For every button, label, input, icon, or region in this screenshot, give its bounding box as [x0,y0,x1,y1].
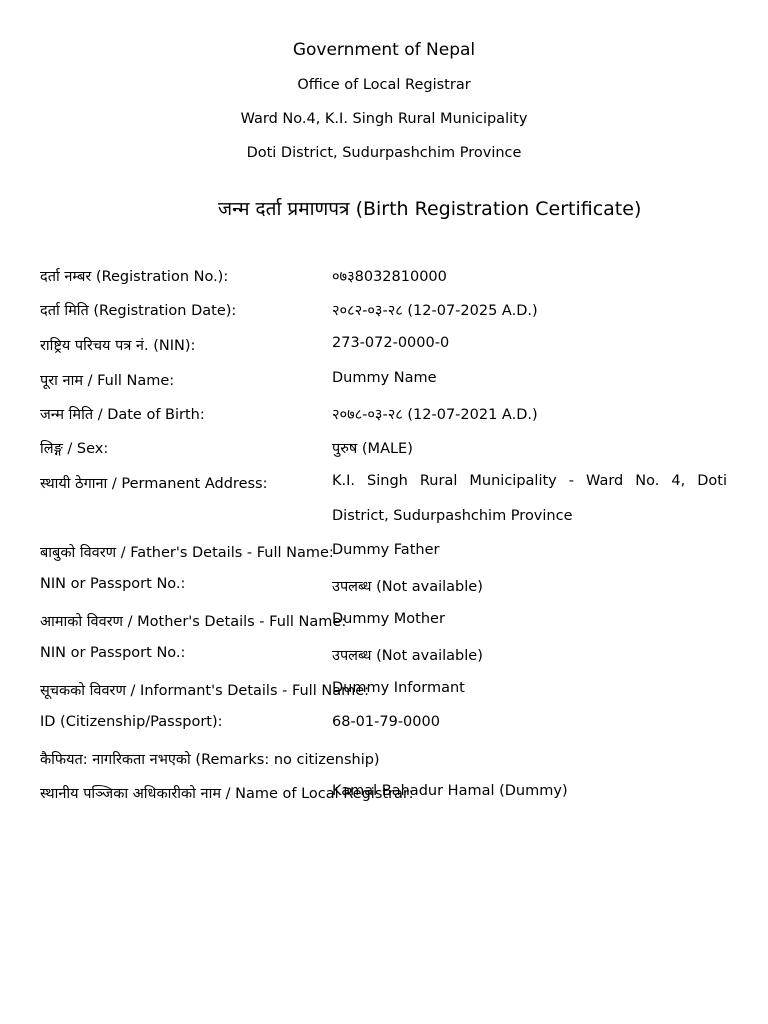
mother-nin-row [40,645,768,665]
informant-id-label: ID (Citizenship/Passport): [40,714,223,730]
date-of-birth-label: जन्म मिति / Date of Birth: [40,407,205,423]
informant-id-value: 68-01-79-0000 [332,714,440,730]
full-name-row [40,370,768,390]
nin-row [40,335,768,355]
mother-name-label: आमाको विवरण / Mother's Details - Full Name: [40,614,347,630]
mother-nin-label: NIN or Passport No.: [40,645,186,661]
sex-label: लिङ्ग / Sex: [40,441,109,457]
informant-name-label: सूचकको विवरण / Informant's Details - Full Name: [40,683,370,699]
district-heading: Doti District, Sudurpashchim Province [246,145,522,161]
informant-id-row [40,714,768,734]
date-of-birth-row [40,404,768,424]
father-name-label: बाबुको विवरण / Father's Details - Full Name: [40,545,334,561]
date-of-birth-value: २०७८-०३-२८ (12-07-2021 A.D.) [332,407,538,423]
registration-date-label: दर्ता मिति (Registration Date): [40,303,237,319]
informant-name-value: Dummy Informant [332,680,465,696]
permanent-address-value: K.I. Singh Rural Municipality - Ward No. 4, Doti District, Sudurpashchim Province [332,473,727,524]
nin-label: राष्ट्रिय परिचय पत्र नं. (NIN): [40,338,196,354]
sex-row [40,438,768,458]
mother-nin-value: उपलब्ध (Not available) [332,648,483,664]
mother-name-row [40,611,768,631]
registration-number-row [40,266,768,286]
father-name-row [40,542,768,562]
registration-number-value: ०७३8032810000 [332,269,447,285]
registration-number-label: दर्ता नम्बर (Registration No.): [40,269,229,285]
permanent-address-label: स्थायी ठेगाना / Permanent Address: [40,476,268,492]
informant-name-row [40,680,768,700]
full-name-label: पूरा नाम / Full Name: [40,373,175,389]
registration-date-row [40,300,768,320]
father-nin-label: NIN or Passport No.: [40,576,186,592]
father-nin-row [40,576,768,596]
government-heading: Government of Nepal [292,40,476,60]
ward-heading: Ward No.4, K.I. Singh Rural Municipality [240,111,528,127]
registration-date-value: २०८२-०३-२८ (12-07-2025 A.D.) [332,303,538,319]
permanent-address-row [40,473,768,524]
nin-value: 273-072-0000-0 [332,335,450,351]
certificate-title: जन्म दर्ता प्रमाणपत्र (Birth Registration Certificate) [218,198,642,220]
remarks-label: कैफियत: नागरिकता नभएको (Remarks: no citizenship) [40,752,380,768]
mother-name-value: Dummy Mother [332,611,445,627]
full-name-value: Dummy Name [332,370,437,386]
registrar-value: Kamal Bahadur Hamal (Dummy) [332,783,568,799]
father-name-value: Dummy Father [332,542,440,558]
remarks-row [40,749,768,769]
registrar-label: स्थानीय पञ्जिका अधिकारीको नाम / Name of Local Registrar: [40,786,414,802]
sex-value: पुरुष (MALE) [332,441,413,457]
registrar-row [40,783,768,803]
office-heading: Office of Local Registrar [297,77,471,93]
father-nin-value: उपलब्ध (Not available) [332,579,483,595]
